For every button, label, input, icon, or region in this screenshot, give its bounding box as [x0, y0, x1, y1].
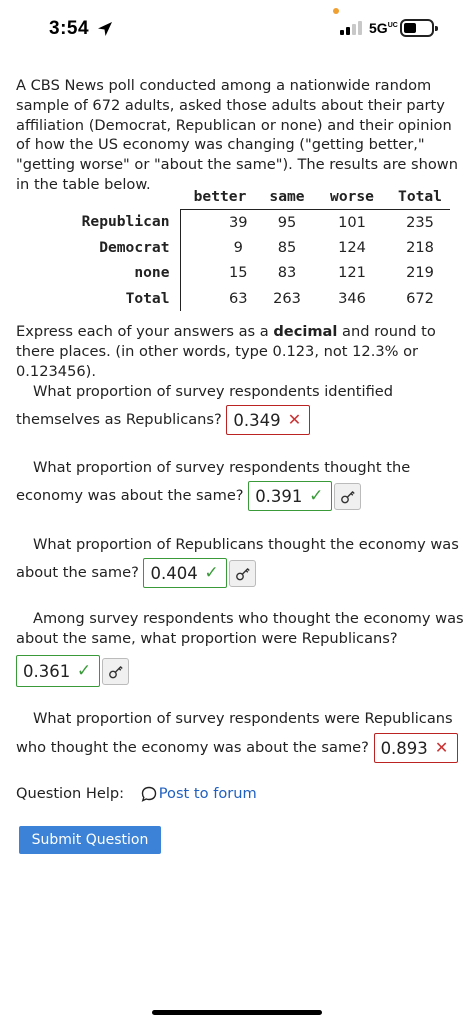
key-icon	[340, 489, 356, 505]
column-header: same	[260, 185, 314, 209]
chat-bubble-icon	[141, 786, 157, 802]
table-cell: 15	[228, 264, 248, 282]
answer-input[interactable]	[381, 734, 433, 762]
submit-question-button[interactable]: Submit Question	[19, 826, 161, 854]
home-indicator[interactable]	[152, 1010, 322, 1015]
incorrect-x-icon: ✕	[287, 410, 302, 429]
question-text: What proportion of survey respondents thought the economy was about the same?	[16, 459, 411, 504]
show-answer-key-button[interactable]	[102, 658, 129, 685]
table-cell: 124	[338, 238, 366, 256]
clock-time: 3:54	[49, 18, 90, 39]
table-cell: 263	[273, 289, 301, 307]
answer-input[interactable]	[233, 406, 285, 434]
table-row	[50, 235, 450, 261]
key-icon	[108, 664, 124, 680]
table-cell: 83	[277, 264, 297, 282]
column-header: worse	[314, 185, 390, 209]
correct-check-icon: ✓	[76, 661, 92, 681]
answer-field[interactable]	[374, 733, 458, 763]
table-cell: 63	[228, 289, 248, 307]
show-answer-key-button[interactable]	[229, 560, 256, 587]
row-header: Total	[50, 286, 180, 312]
question-text: What proportion of Republicans thought the economy was about the same?	[16, 536, 459, 581]
location-arrow-icon	[97, 21, 113, 37]
answer-field[interactable]	[143, 558, 227, 588]
key-icon	[235, 566, 251, 582]
post-to-forum-link[interactable]: Post to forum	[158, 785, 257, 802]
column-header: Total	[390, 185, 450, 209]
answer-input[interactable]	[255, 482, 307, 510]
table-row	[50, 209, 450, 235]
incorrect-x-icon: ✕	[434, 738, 449, 757]
question-1	[16, 379, 466, 435]
problem-description: A CBS News poll conducted among a nationwide random sample of 672 adults, asked those adults about their party affiliation (Democrat, Republican or none) and their opinion of how the US economy was changing ("getting better," "getting worse" or "about the same"). The results are shown in the table below.	[16, 77, 458, 193]
row-header: Democrat	[50, 235, 180, 261]
correct-check-icon: ✓	[204, 563, 219, 583]
table-cell: 346	[338, 289, 366, 307]
column-header: better	[180, 185, 260, 209]
answer-instructions: Express each of your answers as a decimal and round to there places. (in other words, type 0.123, not 12.3% or 0.123456).	[16, 323, 436, 380]
table-cell: 39	[228, 213, 248, 231]
help-label: Question Help:	[16, 785, 125, 802]
table-row	[50, 286, 450, 312]
table-cell: 101	[338, 213, 366, 231]
question-3	[16, 532, 466, 588]
table-cell: 9	[233, 238, 243, 256]
table-cell: 235	[406, 213, 434, 231]
privacy-indicator-dot	[333, 8, 339, 14]
network-type: 5GUC	[369, 20, 398, 36]
row-header: none	[50, 260, 180, 286]
table-cell: 218	[406, 238, 434, 256]
answer-field[interactable]	[16, 655, 100, 687]
correct-check-icon: ✓	[309, 486, 324, 506]
table-header-row	[50, 185, 450, 209]
question-text: What proportion of survey respondents identified themselves as Republicans?	[16, 383, 394, 428]
answer-field[interactable]	[226, 405, 310, 435]
question-help	[16, 785, 257, 802]
table-cell: 85	[277, 238, 297, 256]
question-4	[16, 609, 466, 687]
show-answer-key-button[interactable]	[334, 483, 361, 510]
cellular-signal-icon	[340, 21, 364, 35]
answer-input[interactable]	[23, 656, 75, 686]
answer-input[interactable]	[150, 559, 202, 587]
question-5	[16, 705, 466, 763]
row-header: Republican	[50, 209, 180, 235]
table-cell: 219	[406, 264, 434, 282]
status-bar	[0, 0, 473, 60]
answer-field[interactable]	[248, 481, 332, 511]
battery-icon	[400, 19, 434, 37]
question-text: Among survey respondents who thought the economy was about the same, what proportion were Republicans?	[16, 610, 464, 647]
table-cell: 95	[277, 213, 297, 231]
contingency-table	[50, 185, 450, 311]
question-text: What proportion of survey respondents were Republicans who thought the economy was about the same?	[16, 710, 453, 756]
table-row	[50, 260, 450, 286]
question-2	[16, 455, 466, 511]
table-cell: 672	[406, 289, 434, 307]
table-cell: 121	[338, 264, 366, 282]
